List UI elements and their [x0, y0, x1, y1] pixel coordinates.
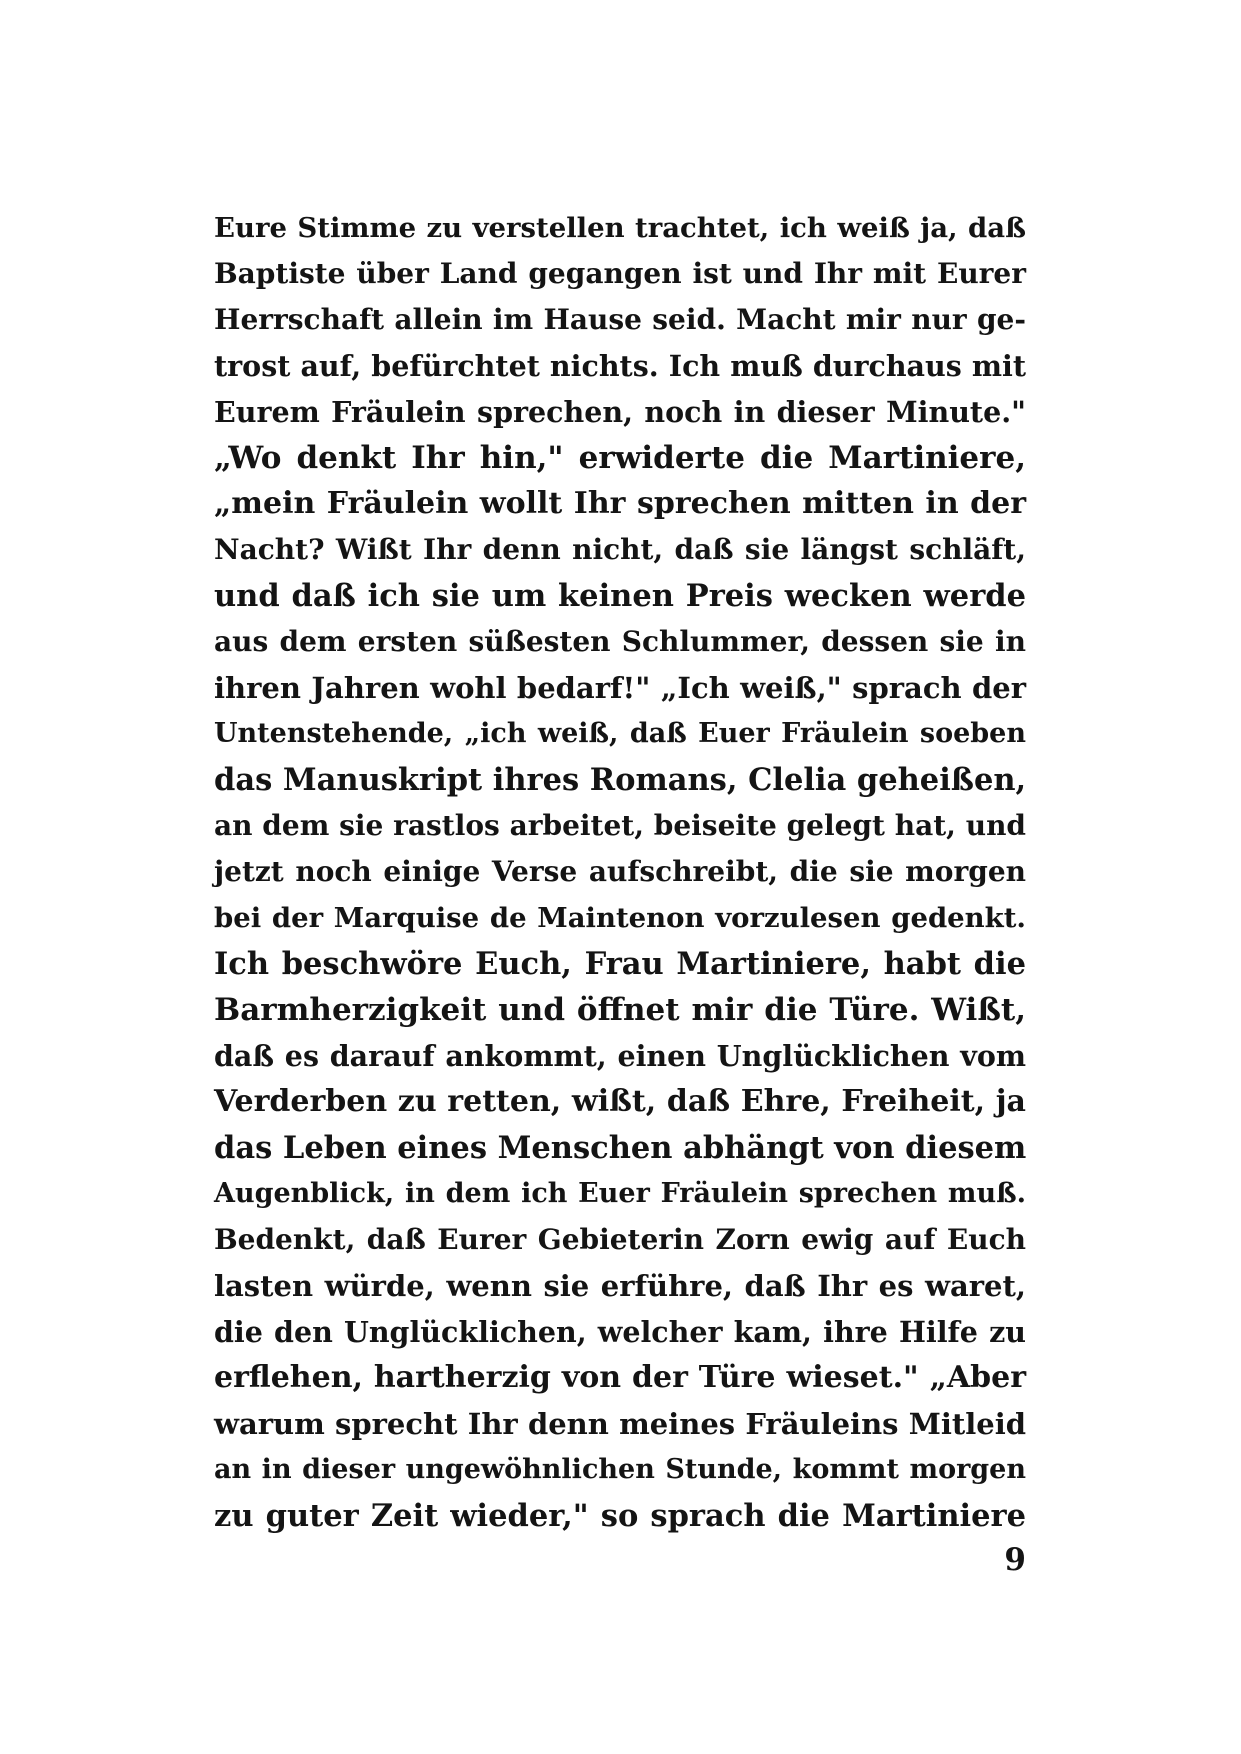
text-line: trost auf, befürchtet nichts. Ich muß durchaus mit: [214, 349, 1026, 383]
text-line: Ich beschwöre Euch, Frau Martiniere, habt die: [214, 946, 1026, 982]
text-line: bei der Marquise de Maintenon vorzulesen gedenkt.: [214, 902, 1026, 934]
text-line: lasten würde, wenn sie erführe, daß Ihr es waret,: [214, 1269, 1026, 1303]
text-line: Eure Stimme zu verstellen trachtet, ich weiß ja, daß: [214, 212, 1026, 244]
text-line: ihren Jahren wohl bedarf!" „Ich weiß," sprach der: [214, 671, 1026, 705]
text-line: an in dieser ungewöhnlichen Stunde, kommt morgen: [214, 1454, 1026, 1485]
text-line: daß es darauf ankommt, einen Unglücklichen vom: [214, 1039, 1026, 1073]
text-line: Untenstehende, „ich weiß, daß Euer Fräulein soeben: [214, 718, 1026, 749]
text-line: Baptiste über Land gegangen ist und Ihr mit Eurer: [214, 257, 1026, 290]
text-line: Herrschaft allein im Hause seid. Macht mir nur ge-: [214, 303, 1026, 336]
text-line: jetzt noch einige Verse aufschreibt, die sie morgen: [214, 855, 1026, 888]
body-text: [214, 205, 1026, 1539]
page-number: 9: [1004, 1542, 1026, 1578]
text-line: das Manuskript ihres Romans, Clelia geheißen,: [214, 762, 1027, 798]
text-line: an dem sie rastlos arbeitet, beiseite gelegt hat, und: [214, 809, 1026, 842]
text-line: Barmherzigkeit und öffnet mir die Türe. Wißt,: [214, 992, 1026, 1028]
text-line: aus dem ersten süßesten Schlummer, dessen sie in: [214, 625, 1026, 658]
text-line: das Leben eines Menschen abhängt von diesem: [214, 1130, 1027, 1166]
text-line: Eurem Fräulein sprechen, noch in dieser Minute.": [214, 395, 1026, 429]
text-line: „mein Fräulein wollt Ihr sprechen mitten in der: [214, 486, 1026, 521]
text-line: erflehen, hartherzig von der Türe wieset." „Aber: [214, 1360, 1026, 1395]
text-line: „Wo denkt Ihr hin," erwiderte die Martiniere,: [214, 440, 1026, 476]
text-line: zu guter Zeit wieder," so sprach die Martiniere: [214, 1498, 1026, 1534]
text-line: und daß ich sie um keinen Preis wecken werde: [214, 578, 1026, 614]
text-line: Nacht? Wißt Ihr denn nicht, daß sie längst schläft,: [214, 533, 1026, 566]
text-line: die den Unglücklichen, welcher kam, ihre Hilfe zu: [214, 1315, 1026, 1349]
text-line: Verderben zu retten, wißt, daß Ehre, Freiheit, ja: [214, 1084, 1026, 1119]
text-line: Augenblick, in dem ich Euer Fräulein sprechen muß.: [214, 1178, 1026, 1209]
text-line: Bedenkt, daß Eurer Gebieterin Zorn ewig auf Euch: [214, 1223, 1026, 1256]
text-line: warum sprecht Ihr denn meines Fräuleins Mitleid: [214, 1407, 1026, 1441]
